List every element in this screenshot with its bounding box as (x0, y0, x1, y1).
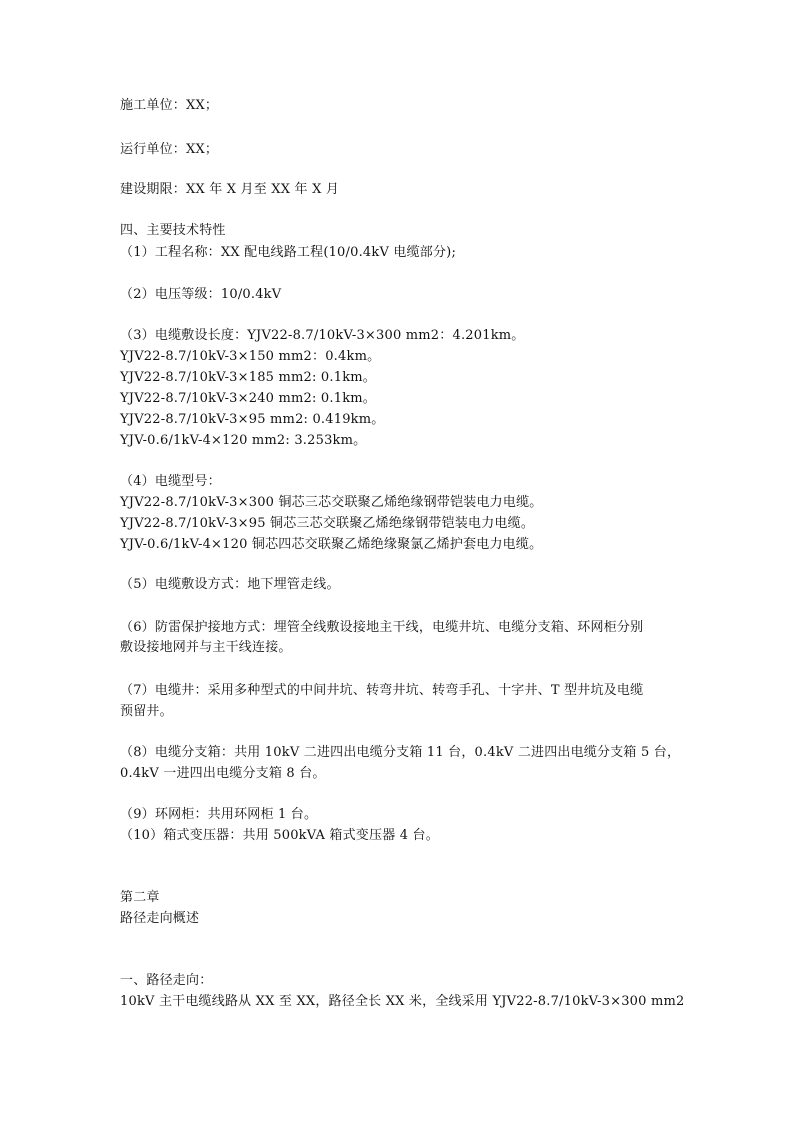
text-line: 第二章 (120, 890, 160, 905)
text-line: （2）电压等级：10/0.4kV (120, 287, 282, 302)
text-line: （6）防雷保护接地方式：埋管全线敷设接地主干线，电缆井坑、电缆分支箱、环网柜分别 (120, 620, 644, 635)
text-line: 预留井。 (120, 704, 173, 719)
text-line: （3）电缆敷设长度：YJV22-8.7/10kV-3×300 mm2：4.201km。 (120, 328, 525, 343)
text-line: 敷设接地网并与主干线连接。 (120, 640, 292, 655)
text-line: 一、路径走向： (120, 973, 213, 988)
text-line: （4）电缆型号： (120, 474, 221, 489)
text-line: 建设期限：XX 年 X 月至 XX 年 X 月 (120, 182, 340, 197)
text-line: 运行单位：XX； (120, 142, 219, 157)
text-line: YJV-0.6/1kV-4×120 铜芯四芯交联聚乙烯绝缘聚氯乙烯护套电力电缆。 (120, 537, 543, 552)
text-line: YJV22-8.7/10kV-3×150 mm2：0.4km。 (120, 349, 381, 364)
text-line: YJV22-8.7/10kV-3×240 mm2: 0.1km。 (120, 391, 377, 406)
text-line: （5）电缆敷设方式：地下埋管走线。 (120, 577, 340, 592)
text-line: （9）环网柜：共用环网柜 1 台。 (120, 807, 318, 822)
text-line: YJV-0.6/1kV-4×120 mm2: 3.253km。 (120, 433, 367, 448)
text-line: 10kV 主干电缆线路从 XX 至 XX，路径全长 XX 米，全线采用 YJV22-8.7/10kV-3×300 mm2 (120, 994, 685, 1009)
text-line: YJV22-8.7/10kV-3×185 mm2: 0.1km。 (120, 370, 377, 385)
text-line: 路径走向概述 (120, 911, 200, 926)
text-line: YJV22-8.7/10kV-3×95 mm2: 0.419km。 (120, 412, 385, 427)
text-line: （7）电缆井：采用多种型式的中间井坑、转弯井坑、转弯手孔、十字井、T 型井坑及电缆 (120, 683, 644, 698)
text-line: （1）工程名称：XX 配电线路工程(10/0.4kV 电缆部分); (120, 245, 457, 260)
text-line: 四、主要技术特性 (120, 223, 226, 238)
text-line: 0.4kV 一进四出电缆分支箱 8 台。 (120, 766, 326, 781)
text-line: YJV22-8.7/10kV-3×95 铜芯三芯交联聚乙烯绝缘钢带铠装电力电缆。 (120, 516, 535, 531)
text-line: （10）箱式变压器：共用 500kVA 箱式变压器 4 台。 (120, 828, 439, 843)
text-line: 施工单位：XX； (120, 98, 219, 113)
text-line: （8）电缆分支箱：共用 10kV 二进四出电缆分支箱 11 台，0.4kV 二进四出电缆分支箱 5 台， (120, 745, 681, 760)
text-line: YJV22-8.7/10kV-3×300 铜芯三芯交联聚乙烯绝缘钢带铠装电力电缆。 (120, 495, 543, 510)
